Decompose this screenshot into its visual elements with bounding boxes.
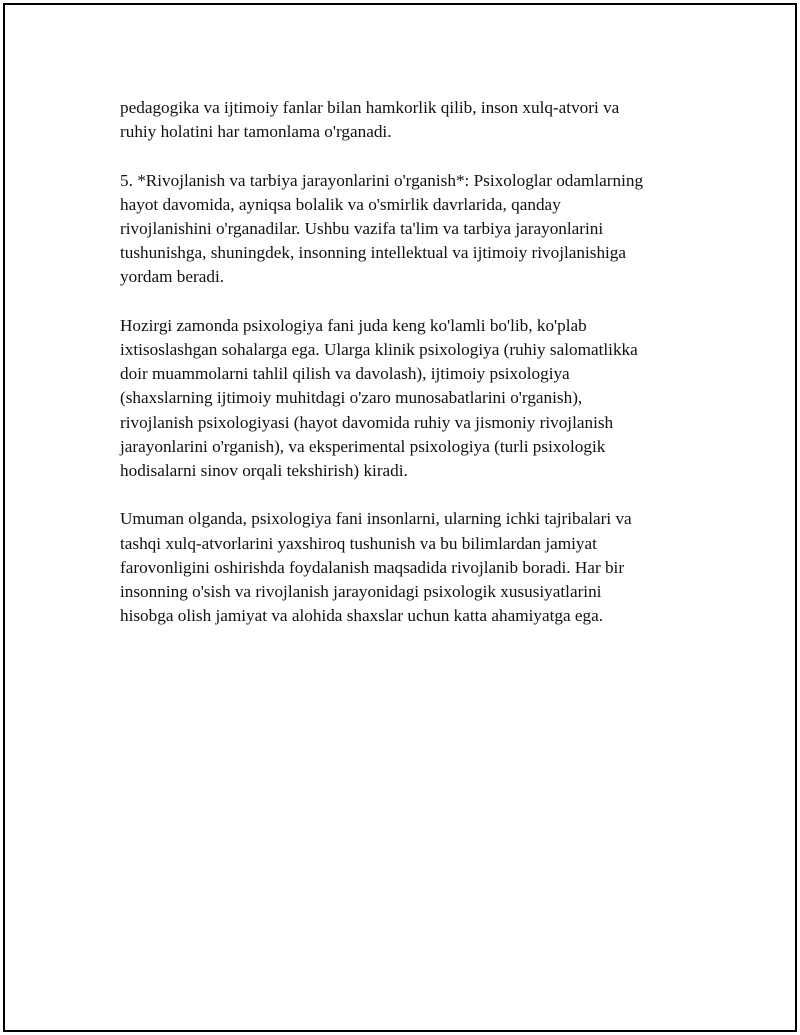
text-line: insonning o'sish va rivojlanish jarayonidagi psixologik xususiyatlarini: [120, 582, 602, 602]
text-line: ixtisoslashgan sohalarga ega. Ularga klinik psixologiya (ruhiy salomatlikka: [120, 340, 638, 359]
text-line: jarayonlarini o'rganish), va eksperimental psixologiya (turli psixologik: [120, 436, 606, 456]
text-line: Umuman olganda, psixologiya fani insonlarni, ularning ichki tajribalari va: [120, 509, 632, 529]
text-line: 5. *Rivojlanish va tarbiya jarayonlarini o'rganish*: Psixologlar odamlarning: [120, 170, 644, 190]
text-line: hayot davomida, ayniqsa bolalik va o'smirlik davrlarida, qanday: [120, 194, 561, 214]
text-line: rivojlanish psixologiyasi (hayot davomida ruhiy va jismoniy rivojlanish: [120, 412, 614, 432]
text-line: farovonligini oshirishda foydalanish maqsadida rivojlanib boradi. Har bir: [120, 557, 625, 577]
text-line: rivojlanishini o'rganadilar. Ushbu vazifa ta'lim va tarbiya jarayonlarini: [120, 219, 604, 238]
text-line: (shaxslarning ijtimoiy muhitdagi o'zaro munosabatlarini o'rganish),: [120, 388, 583, 408]
text-line: tashqi xulq-atvorlarini yaxshiroq tushunish va bu bilimlardan jamiyat: [120, 533, 597, 553]
paragraph-fields: [120, 314, 700, 483]
paragraph-development-item: [120, 169, 700, 290]
paragraph-conclusion: [120, 507, 700, 628]
text-line: doir muammolarni tahlil qilish va davolash), ijtimoiy psixologiya: [120, 364, 570, 384]
document-page: [3, 3, 797, 1032]
text-line: Hozirgi zamonda psixologiya fani juda keng ko'lamli bo'lib, ko'plab: [120, 315, 587, 335]
paragraph-continuation: [120, 96, 700, 144]
text-line: pedagogika va ijtimoiy fanlar bilan hamkorlik qilib, inson xulq-atvori va: [120, 98, 620, 117]
text-line: yordam beradi.: [120, 267, 225, 287]
text-line: hisobga olish jamiyat va alohida shaxslar uchun katta ahamiyatga ega.: [120, 606, 604, 626]
text-line: hodisalarni sinov orqali tekshirish) kiradi.: [120, 461, 408, 481]
text-line: tushunishga, shuningdek, insonning intellektual va ijtimoiy rivojlanishiga: [120, 243, 627, 263]
text-line: ruhiy holatini har tamonlama o'rganadi.: [120, 122, 392, 142]
document-body: [120, 96, 700, 653]
